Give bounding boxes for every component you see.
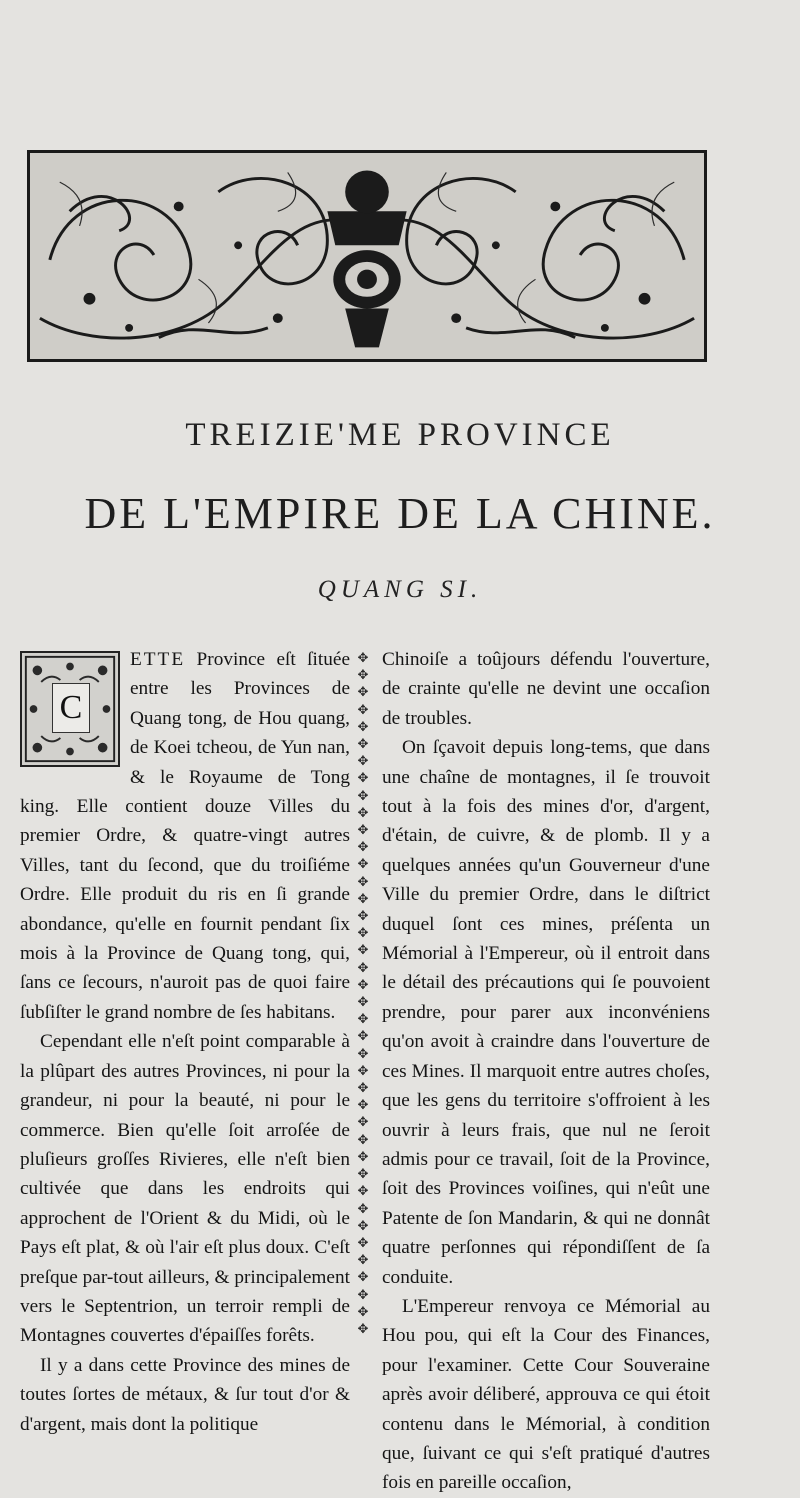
heading-line1: TREIZIE'ME PROVINCE (185, 417, 615, 453)
dropcap-ornament (20, 651, 120, 767)
ornamental-headpiece (27, 150, 707, 362)
province-name: QUANG SI. (317, 576, 483, 603)
floral-ornament-icon (30, 153, 704, 359)
paragraph-text: Province eſt ſituée entre les Provinces de Quang tong, de Hou quang, de Koei tcheou, de Yun nan, & le Royaume de Tong king. Elle contient douze Villes du premier Ordre, & quatre-vingt autres Villes, tant du ſecond, que du troiſiéme Ordre. Elle produit du ris en ſi grande abondance, qu'elle en fournit pendant ſix mois à la Province de Quang tong, qui, ſans ce ſecours, n'auroit pas de quoi faire ſubſiſter le grand nombre de ſes habitans. (20, 649, 351, 1023)
dropcap-letter: C (52, 683, 90, 733)
paragraph: Cependant elle n'eſt point comparable à la plûpart des autres Provinces, ni pour la grandeur, ni pour la beauté, ni pour le commerce. Bien qu'elle ſoit arroſée de pluſieurs groſſes Rivieres, elle n'eſt bien cultivée que dans les endroits qui approchent de l'Orient & du Midi, où le Pays eſt plat, & où l'air eſt plus doux. C'eſt preſque par-tout ailleurs, & principalement vers le Septentrion, un terroir rempli de Montagnes couvertes d'épaiſſes forêts. (20, 1031, 350, 1347)
paragraph: Il y a dans cette Province des mines de toutes ſortes de métaux, & ſur tout d'or & d'argent, mais dont la politique (20, 1354, 350, 1435)
left-column (20, 645, 350, 1439)
lead-word: ETTE (130, 649, 186, 670)
right-column (382, 645, 710, 1498)
paragraph: L'Empereur renvoya ce Mémorial au Hou pou, qui eſt la Cour des Finances, pour l'examiner. Cette Cour Souveraine après avoir déliberé, approuva ce qui étoit contenu dans le Mémorial, à condition que, ſuivant ce qui s'eſt pratiqué d'autres fois en pareille occaſion, (382, 1295, 710, 1494)
paragraph: On ſçavoit depuis long-tems, que dans une chaîne de montagnes, il ſe trouvoit tout à la fois des mines d'or, d'argent, d'étain, de cuivre, & de plomb. Il y a quelques années qu'un Gouverneur d'une Ville du premier Ordre, dans le diſtrict duquel ſont ces mines, préſenta un Mémorial à l'Empereur, où il entroit dans le détail des précautions qui ſe pouvoient prendre, pour parer aux inconvéniens qu'on avoit à craindre dans l'ouverture de ces Mines. Il marquoit entre autres choſes, que les gens du territoire s'offroient à les ouvrir à leurs frais, que nul ne ſeroit admis pour ce travail, ſoit de la Province, ſoit des Provinces voiſines, qui n'eût une Patente de ſon Mandarin, & qui ne donnât quatre perſonnes qui répondiſſent de ſa conduite. (382, 737, 710, 1288)
heading-line2: DE L'EMPIRE DE LA CHINE. (84, 489, 716, 538)
column-divider: ✥ ✥ ✥ ✥ ✥ ✥ ✥ ✥ ✥ ✥ ✥ ✥ ✥ ✥ ✥ ✥ ✥ ✥ ✥ ✥ ✥ ✥ ✥ ✥ ✥ ✥ ✥ ✥ ✥ ✥ ✥ ✥ ✥ ✥ ✥ ✥ ✥ ✥ ✥ ✥ (357, 651, 369, 1337)
paragraph: Chinoiſe a toûjours défendu l'ouverture, de crainte qu'elle ne devint une occaſion de troubles. (382, 649, 710, 729)
